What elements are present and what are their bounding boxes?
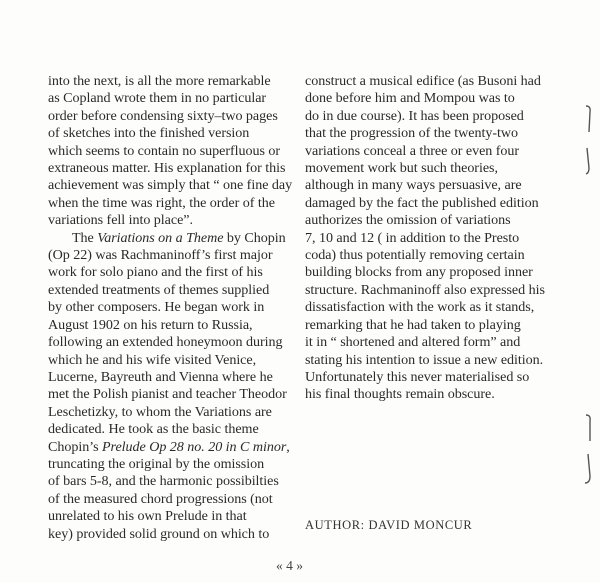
- text-line: Lucerne, Bayreuth and Vienna where he: [48, 368, 273, 385]
- text-line: 7, 10 and 12 ( in addition to the Presto: [305, 229, 520, 246]
- text-line: [48, 439, 313, 456]
- text-line: variations fell into place”.: [48, 212, 193, 229]
- text-line: met the Polish pianist and teacher Theodor: [48, 386, 287, 403]
- text-line: coda) thus potentially removing certain: [305, 247, 525, 264]
- binding-mark-icon: [584, 146, 596, 176]
- text: The: [72, 229, 98, 246]
- text-line: stating his intention to issue a new edition.: [305, 351, 544, 368]
- binding-mark-icon: [584, 452, 596, 486]
- page-number: « 4 »: [276, 558, 303, 573]
- text-line: work for solo piano and the first of his: [48, 264, 263, 281]
- text-line: (Op 22) was Rachmaninoff’s first major: [48, 247, 273, 264]
- text: ,: [286, 438, 290, 455]
- text-line: authorizes the omission of variations: [305, 212, 511, 229]
- text-line: of the measured chord progressions (not: [48, 490, 273, 507]
- text-line: by other composers. He began work in: [48, 299, 265, 316]
- text-line: which seems to contain no superfluous or: [48, 142, 281, 159]
- text-line: dedicated. He took as the basic theme: [48, 421, 259, 438]
- text-line: into the next, is all the more remarkable: [48, 73, 271, 89]
- text-line: unrelated to his own Prelude in that: [48, 508, 247, 525]
- text-line: extraneous matter. His explanation for this: [48, 160, 286, 177]
- text-line: August 1902 on his return to Russia,: [48, 316, 253, 333]
- text-line: remarking that he had taken to playing: [305, 316, 521, 333]
- author-credit: AUTHOR: DAVID MONCUR: [305, 518, 473, 532]
- text-line: damaged by the fact the published edition: [305, 194, 539, 211]
- text: by Chopin: [223, 229, 286, 246]
- text-line: order before condensing sixty–two pages: [48, 107, 278, 124]
- text-line: do in due course). It has been proposed: [305, 107, 524, 124]
- work-title: Variations on a Theme: [97, 229, 224, 246]
- text-line: variations conceal a three or even four: [305, 142, 520, 159]
- work-title: Prelude Op 28 no. 20 in C minor: [101, 438, 287, 455]
- text-line: construct a musical edifice (as Busoni had: [305, 73, 541, 89]
- text-line: extended treatments of themes supplied: [48, 281, 270, 298]
- text-line: when the time was right, the order of the: [48, 194, 275, 211]
- text-line: of bars 5-8, and the harmonic possibilties: [48, 473, 279, 490]
- text-line: building blocks from any proposed inner: [305, 264, 533, 281]
- text-line: truncating the original by the omission: [48, 455, 265, 472]
- text-line: done before him and Mompou was to: [305, 90, 515, 107]
- text-line: that the progression of the twenty-two: [305, 125, 518, 142]
- text-line: structure. Rachmaninoff also expressed his: [305, 281, 545, 298]
- text-line: achievement was simply that “ one fine day: [48, 177, 293, 194]
- text: Chopin’s: [48, 438, 102, 455]
- text-line: key) provided solid ground on which to: [48, 525, 270, 542]
- text-line: as Copland wrote them in no particular: [48, 90, 267, 107]
- text-line: following an extended honeymoon during: [48, 334, 283, 351]
- text-line: dissatisfaction with the work as it stands,: [305, 299, 535, 316]
- right-column: [305, 73, 570, 404]
- text-line: his final thoughts remain obscure.: [305, 386, 495, 403]
- text-line: Unfortunately this never materialised so: [305, 368, 530, 385]
- paragraph-start-line: [48, 230, 313, 247]
- text-line: it in “ shortened and altered form” and: [305, 334, 521, 351]
- binding-mark-icon: [584, 413, 596, 443]
- text-line: of sketches into the finished version: [48, 125, 250, 142]
- text-line: although in many ways persuasive, are: [305, 177, 522, 194]
- binding-mark-icon: [584, 104, 596, 134]
- text-line: Leschetizky, to whom the Variations are: [48, 403, 272, 420]
- text-line: which he and his wife visited Venice,: [48, 351, 257, 368]
- text-line: movement work but such theories,: [305, 160, 498, 177]
- left-column: [48, 73, 313, 543]
